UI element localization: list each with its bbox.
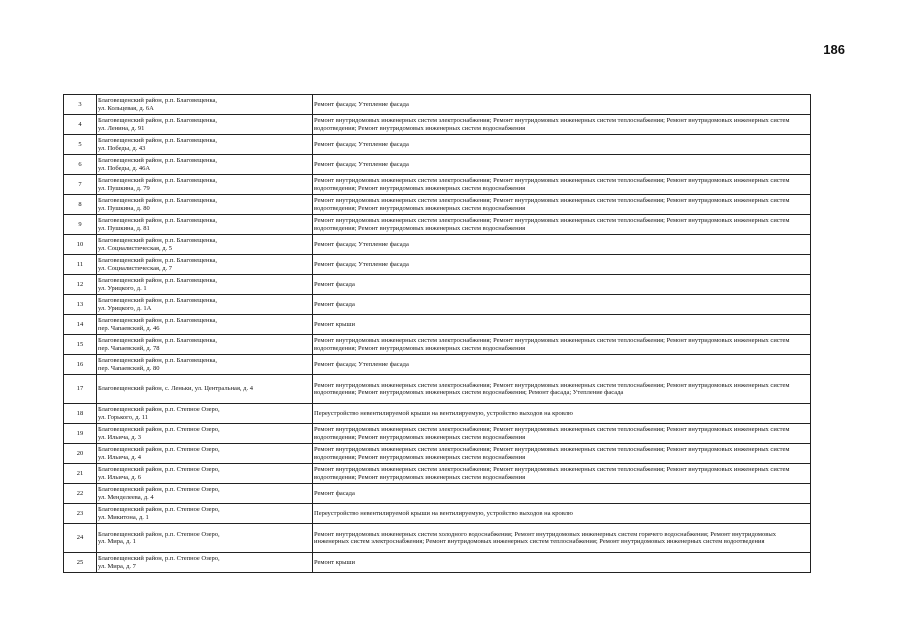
table-row xyxy=(64,255,811,275)
work-type-cell: Ремонт внутридомовых инженерных систем электроснабжения; Ремонт внутридомовых инженерных систем теплоснабжения; Ремонт внутридомовых инженерных систем водоотведения; Ремонт внутридомовых инженерных систем водоснабжения xyxy=(313,464,811,484)
work-type-cell: Ремонт внутридомовых инженерных систем холодного водоснабжения; Ремонт внутридомовых инженерных систем горячего водоснабжения; Ремонт внутридомовых инженерных систем электроснабжения; Ремонт внутридомовых инженерных систем теплоснабжения; Ремонт внутридомовых инженерных систем водоотведения xyxy=(313,524,811,553)
address-line: ул. Победы, д. 43 xyxy=(98,144,146,152)
address-line: ул. Пушкина, д. 79 xyxy=(98,184,150,192)
table-row xyxy=(64,484,811,504)
row-number: 10 xyxy=(64,235,97,255)
work-type-cell: Ремонт внутридомовых инженерных систем электроснабжения; Ремонт внутридомовых инженерных систем теплоснабжения; Ремонт внутридомовых инженерных систем водоотведения; Ремонт внутридомовых инженерных систем водоснабжения xyxy=(313,424,811,444)
work-type-cell: Ремонт внутридомовых инженерных систем электроснабжения; Ремонт внутридомовых инженерных систем теплоснабжения; Ремонт внутридомовых инженерных систем водоотведения; Ремонт внутридомовых инженерных систем водоснабжения xyxy=(313,335,811,355)
row-number: 9 xyxy=(64,215,97,235)
address-line: ул. Кольцевая, д. 6А xyxy=(98,104,154,112)
address-line: Благовещенский район, р.п. Благовещенка, xyxy=(98,277,218,285)
table-row xyxy=(64,424,811,444)
table-row xyxy=(64,504,811,524)
address-cell xyxy=(97,235,313,255)
address-line: пер. Чапаевский, д. 46 xyxy=(98,324,160,332)
table-row xyxy=(64,295,811,315)
table-row xyxy=(64,464,811,484)
work-type-cell: Переустройство невентилируемой крыши на вентилируемую, устройство выходов на кровлю xyxy=(313,504,811,524)
address-cell xyxy=(97,524,313,553)
address-line: Благовещенский район, р.п. Степное Озеро, xyxy=(98,446,220,454)
address-line: Благовещенский район, р.п. Благовещенка, xyxy=(98,117,218,125)
address-cell xyxy=(97,195,313,215)
work-type-cell: Переустройство невентилируемой крыши на вентилируемую, устройство выходов на кровлю xyxy=(313,404,811,424)
row-number: 12 xyxy=(64,275,97,295)
address-line: ул. Менделеева, д. 4 xyxy=(98,493,154,501)
address-line: пер. Чапаевский, д. 80 xyxy=(98,364,160,372)
address-cell xyxy=(97,504,313,524)
address-line: ул. Мира, д. 7 xyxy=(98,562,136,570)
table-row xyxy=(64,215,811,235)
address-line: ул. Мира, д. 1 xyxy=(98,538,136,545)
work-type-cell: Ремонт крыши xyxy=(313,315,811,335)
address-cell xyxy=(97,335,313,355)
address-line: ул. Победы, д. 46А xyxy=(98,164,151,172)
table-row xyxy=(64,195,811,215)
address-line: ул. Микитона, д. 1 xyxy=(98,513,149,521)
address-line: Благовещенский район, р.п. Степное Озеро, xyxy=(98,530,220,538)
work-type-cell: Ремонт фасада; Утепление фасада xyxy=(313,235,811,255)
work-type-cell: Ремонт фасада xyxy=(313,484,811,504)
address-line: Благовещенский район, р.п. Степное Озеро, xyxy=(98,555,220,563)
table-row xyxy=(64,404,811,424)
row-number: 25 xyxy=(64,553,97,573)
address-line: ул. Урицкого, д. 1А xyxy=(98,304,152,312)
table-row xyxy=(64,444,811,464)
table-row xyxy=(64,115,811,135)
table-row xyxy=(64,275,811,295)
row-number: 16 xyxy=(64,355,97,375)
table-row xyxy=(64,524,811,553)
address-line: ул. Социалистическая, д. 7 xyxy=(98,264,173,272)
address-cell xyxy=(97,315,313,335)
row-number: 6 xyxy=(64,155,97,175)
address-cell xyxy=(97,355,313,375)
work-type-cell: Ремонт фасада; Утепление фасада xyxy=(313,255,811,275)
address-line: пер. Чапаевский, д. 78 xyxy=(98,344,160,352)
address-line: Благовещенский район, р.п. Степное Озеро, xyxy=(98,466,220,474)
address-line: Благовещенский район, р.п. Степное Озеро, xyxy=(98,486,220,494)
table-row xyxy=(64,335,811,355)
table-row xyxy=(64,155,811,175)
table-row xyxy=(64,235,811,255)
address-line: Благовещенский район, р.п. Благовещенка, xyxy=(98,237,218,245)
row-number: 23 xyxy=(64,504,97,524)
address-cell xyxy=(97,375,313,404)
work-type-cell: Ремонт фасада; Утепление фасада xyxy=(313,155,811,175)
address-cell xyxy=(97,553,313,573)
address-line: Благовещенский район, р.п. Благовещенка, xyxy=(98,257,218,265)
work-type-cell: Ремонт фасада; Утепление фасада xyxy=(313,355,811,375)
address-cell xyxy=(97,175,313,195)
work-type-cell: Ремонт внутридомовых инженерных систем электроснабжения; Ремонт внутридомовых инженерных систем теплоснабжения; Ремонт внутридомовых инженерных систем водоотведения; Ремонт внутридомовых инженерных систем водоснабжения xyxy=(313,215,811,235)
row-number: 14 xyxy=(64,315,97,335)
address-cell xyxy=(97,155,313,175)
address-line: Благовещенский район, р.п. Степное Озеро, xyxy=(98,506,220,514)
address-line: Благовещенский район, р.п. Благовещенка, xyxy=(98,137,218,145)
row-number: 22 xyxy=(64,484,97,504)
row-number: 18 xyxy=(64,404,97,424)
row-number: 5 xyxy=(64,135,97,155)
row-number: 19 xyxy=(64,424,97,444)
address-line: ул. Пушкина, д. 80 xyxy=(98,204,150,212)
work-type-cell: Ремонт фасада; Утепление фасада xyxy=(313,135,811,155)
address-line: ул. Ильича, д. 6 xyxy=(98,473,142,481)
address-cell xyxy=(97,484,313,504)
address-cell xyxy=(97,255,313,275)
address-cell xyxy=(97,295,313,315)
address-cell xyxy=(97,115,313,135)
work-type-cell: Ремонт фасада xyxy=(313,275,811,295)
row-number: 7 xyxy=(64,175,97,195)
address-line: Благовещенский район, р.п. Благовещенка, xyxy=(98,357,218,365)
address-line: Благовещенский район, р.п. Степное Озеро, xyxy=(98,406,220,414)
repair-works-table xyxy=(63,94,811,573)
address-cell xyxy=(97,424,313,444)
table-row xyxy=(64,315,811,335)
address-cell xyxy=(97,215,313,235)
address-line: ул. Пушкина, д. 81 xyxy=(98,224,150,232)
work-type-cell: Ремонт внутридомовых инженерных систем электроснабжения; Ремонт внутридомовых инженерных систем теплоснабжения; Ремонт внутридомовых инженерных систем водоотведения; Ремонт внутридомовых инженерных систем водоснабжения; Ремонт фасада; Утепление фасада xyxy=(313,375,811,404)
work-type-cell: Ремонт внутридомовых инженерных систем электроснабжения; Ремонт внутридомовых инженерных систем теплоснабжения; Ремонт внутридомовых инженерных систем водоотведения; Ремонт внутридомовых инженерных систем водоснабжения xyxy=(313,195,811,215)
row-number: 3 xyxy=(64,95,97,115)
work-type-cell: Ремонт фасада xyxy=(313,295,811,315)
row-number: 17 xyxy=(64,375,97,404)
work-type-cell: Ремонт внутридомовых инженерных систем электроснабжения; Ремонт внутридомовых инженерных систем теплоснабжения; Ремонт внутридомовых инженерных систем водоотведения; Ремонт внутридомовых инженерных систем водоснабжения xyxy=(313,444,811,464)
address-cell xyxy=(97,135,313,155)
work-type-cell: Ремонт внутридомовых инженерных систем электроснабжения; Ремонт внутридомовых инженерных систем теплоснабжения; Ремонт внутридомовых инженерных систем водоотведения; Ремонт внутридомовых инженерных систем водоснабжения xyxy=(313,175,811,195)
address-line: Благовещенский район, р.п. Благовещенка, xyxy=(98,317,218,325)
address-line: ул. Ильича, д. 4 xyxy=(98,453,142,461)
table-row xyxy=(64,553,811,573)
row-number: 4 xyxy=(64,115,97,135)
address-line: ул. Горького, д. 11 xyxy=(98,413,149,421)
address-cell xyxy=(97,275,313,295)
table-row xyxy=(64,95,811,115)
work-type-cell: Ремонт фасада; Утепление фасада xyxy=(313,95,811,115)
address-cell xyxy=(97,404,313,424)
row-number: 11 xyxy=(64,255,97,275)
row-number: 15 xyxy=(64,335,97,355)
address-line: Благовещенский район, р.п. Благовещенка, xyxy=(98,297,218,305)
table-row xyxy=(64,175,811,195)
address-line: ул. Ленина, д. 91 xyxy=(98,124,145,132)
page-number: 186 xyxy=(823,42,845,57)
address-line: Благовещенский район, р.п. Степное Озеро, xyxy=(98,426,220,434)
address-cell xyxy=(97,464,313,484)
address-line: Благовещенский район, р.п. Благовещенка, xyxy=(98,97,218,105)
table-body xyxy=(64,95,811,573)
work-type-cell: Ремонт внутридомовых инженерных систем электроснабжения; Ремонт внутридомовых инженерных систем теплоснабжения; Ремонт внутридомовых инженерных систем водоотведения; Ремонт внутридомовых инженерных систем водоснабжения xyxy=(313,115,811,135)
address-line: Благовещенский район, с. Леньки, ул. Центральная, д. 4 xyxy=(98,385,253,393)
row-number: 21 xyxy=(64,464,97,484)
address-line: Благовещенский район, р.п. Благовещенка, xyxy=(98,177,218,185)
row-number: 20 xyxy=(64,444,97,464)
table-row xyxy=(64,375,811,404)
row-number: 13 xyxy=(64,295,97,315)
address-cell xyxy=(97,95,313,115)
address-line: ул. Ильича, д. 3 xyxy=(98,433,142,441)
address-line: ул. Урицкого, д. 1 xyxy=(98,284,147,292)
address-cell xyxy=(97,444,313,464)
row-number: 24 xyxy=(64,524,97,553)
address-line: Благовещенский район, р.п. Благовещенка, xyxy=(98,217,218,225)
table-row xyxy=(64,355,811,375)
address-line: Благовещенский район, р.п. Благовещенка, xyxy=(98,197,218,205)
row-number: 8 xyxy=(64,195,97,215)
work-type-cell: Ремонт крыши xyxy=(313,553,811,573)
address-line: Благовещенский район, р.п. Благовещенка, xyxy=(98,157,218,165)
table-row xyxy=(64,135,811,155)
address-line: Благовещенский район, р.п. Благовещенка, xyxy=(98,337,218,345)
address-line: ул. Социалистическая, д. 5 xyxy=(98,244,173,252)
